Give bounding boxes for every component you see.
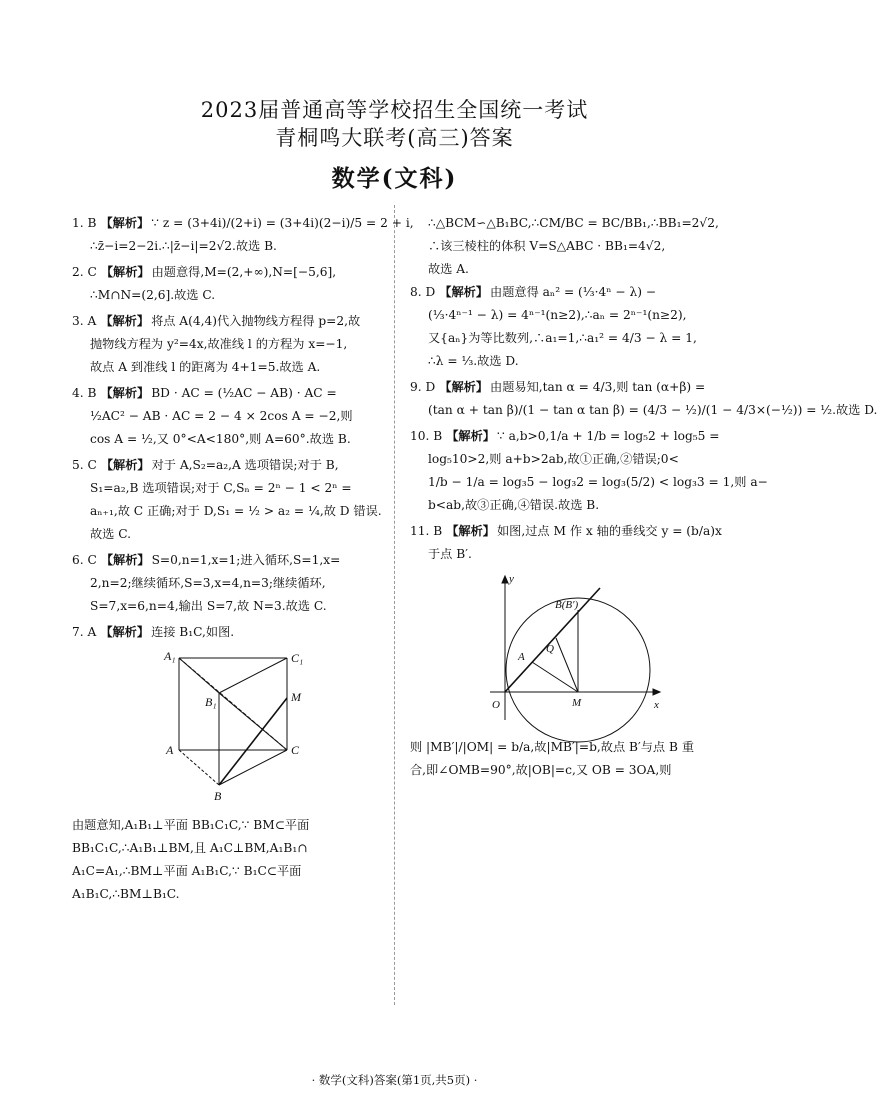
answer-text: S=0,n=1,x=1;进入循环,S=1,x= (151, 553, 341, 567)
answer-line (72, 235, 384, 258)
answer-text: 对于 A,S₂=a₂,A 选项错误;对于 B, (151, 458, 339, 472)
answer-line (410, 304, 722, 327)
subject-title: 数学(文科) (331, 165, 458, 192)
analysis-tag: 【解析】 (100, 314, 150, 328)
answer-line (72, 428, 384, 451)
answer-item (410, 425, 768, 517)
answer-text: 由题意得,M=(2,+∞),N=[−5,6], (151, 265, 337, 279)
answer-line (72, 549, 384, 572)
continuation-line: ∴△BCM∽△B₁BC,∴CM/BC = BC/BB₁,∴BB₁=2√2, (428, 216, 719, 230)
left-column (72, 212, 414, 906)
answer-text: (⅓·4ⁿ⁻¹ − λ) = 4ⁿ⁻¹(n≥2),∴aₙ = 2ⁿ⁻¹(n≥2), (428, 308, 687, 322)
answer-item (72, 261, 384, 307)
label-c: C (291, 743, 300, 757)
answer-text: 如图,过点 M 作 x 轴的垂线交 y = (b/a)x (496, 524, 722, 538)
answer-line (72, 405, 384, 428)
analysis-tag: 【解析】 (100, 216, 150, 230)
continuation-line: 由题意知,A₁B₁⊥平面 BB₁C₁C,∵ BM⊂平面 (72, 818, 310, 832)
answer-text: b<ab,故③正确,④错误.故选 B. (428, 498, 600, 512)
answer-line (72, 500, 384, 523)
question-number: 8. D (410, 285, 436, 299)
answer-line (410, 376, 722, 399)
answer-text: ½AC² − AB · AC = 2 − 4 × 2cos A = −2,则 (90, 409, 353, 423)
answer-text: BD · AC = (½AC − AB) · AC = (151, 386, 337, 400)
question-number: 4. B (72, 386, 97, 400)
continuation-line: BB₁C₁C,∴A₁B₁⊥BM,且 A₁C⊥BM,A₁B₁∩ (72, 841, 308, 855)
answer-item (410, 520, 722, 566)
answer-text: ∴z̄−i=2−2i.∴|z̄−i|=2√2.故选 B. (90, 239, 277, 253)
analysis-tag: 【解析】 (100, 553, 150, 567)
label-b: B (214, 789, 222, 803)
answer-line (72, 595, 384, 618)
continuation-line: 合,即∠OMB=90°,故|OB|=c,又 OB = 3OA,则 (410, 763, 672, 777)
analysis-tag: 【解析】 (439, 285, 489, 299)
answer-line (410, 350, 722, 373)
analysis-tag: 【解析】 (100, 625, 150, 639)
continuation-line: A₁C=A₁,∴BM⊥平面 A₁B₁C,∵ B₁C⊂平面 (72, 864, 302, 878)
continuation-line: ∴该三棱柱的体积 V=S△ABC · BB₁=4√2, (428, 239, 666, 253)
circle-figure (410, 570, 722, 730)
answer-text: 于点 B′. (428, 547, 472, 561)
answer-line (72, 572, 384, 595)
answer-line (410, 494, 722, 517)
label-y-axis: y (509, 573, 514, 585)
column-divider (394, 205, 395, 1005)
answer-line (72, 454, 384, 477)
answer-text: 1/b − 1/a = log₃5 − log₃2 = log₃(5/2) < log₃3 = 1,则 a− (428, 475, 768, 489)
label-a-point: A (518, 651, 525, 663)
answer-text: 又{aₙ}为等比数列,∴a₁=1,∴a₁² = 4/3 − λ = 1, (428, 331, 697, 345)
question-number: 10. B (410, 429, 443, 443)
prism-figure (72, 648, 384, 808)
answer-item (410, 281, 722, 373)
label-o: O (492, 699, 500, 711)
answer-text: S=7,x=6,n=4,输出 S=7,故 N=3.故选 C. (90, 599, 327, 613)
answer-line (72, 477, 384, 500)
continuation-line: 故选 A. (428, 262, 469, 276)
answer-text: 故点 A 到准线 l 的距离为 4+1=5.故选 A. (90, 360, 321, 374)
label-x-axis: x (654, 699, 659, 711)
answer-item (72, 454, 384, 546)
answer-line (72, 356, 384, 379)
page-footer: · 数学(文科)答案(第1页,共5页) · (311, 1073, 478, 1087)
right-column (410, 212, 877, 782)
label-bb: B(B′) (555, 599, 579, 611)
analysis-tag: 【解析】 (446, 524, 495, 538)
answer-item (72, 382, 384, 451)
continuation-line: 则 |MB′|/|OM| = b/a,故|MB′|=b,故点 B′与点 B 重 (410, 740, 695, 754)
answer-item (72, 212, 414, 258)
answer-line (72, 523, 384, 546)
answer-line (410, 425, 722, 448)
label-c1: C₁ (291, 651, 304, 665)
question-number: 11. B (410, 524, 443, 538)
answer-line (72, 333, 384, 356)
question-number: 5. C (72, 458, 97, 472)
answer-line (72, 621, 384, 644)
answer-text: 由题意得 aₙ² = (⅓·4ⁿ − λ) − (490, 285, 657, 299)
answer-text: 将点 A(4,4)代入抛物线方程得 p=2,故 (151, 314, 361, 328)
answer-text: 抛物线方程为 y²=4x,故准线 l 的方程为 x=−1, (90, 337, 348, 351)
question-number: 2. C (72, 265, 97, 279)
answer-line (72, 212, 414, 235)
answer-line (410, 327, 722, 350)
answer-text: 2,n=2;继续循环,S=3,x=4,n=3;继续循环, (90, 576, 326, 590)
analysis-tag: 【解析】 (100, 265, 150, 279)
question-number: 3. A (72, 314, 97, 328)
label-a1: A₁ (164, 649, 176, 663)
analysis-tag: 【解析】 (100, 386, 150, 400)
answer-text: 连接 B₁C,如图. (151, 625, 235, 639)
answer-text: ∵ z = (3+4i)/(2+i) = (3+4i)(2−i)/5 = 2 + i, (151, 216, 414, 230)
answer-text: ∴M∩N=(2,6].故选 C. (90, 288, 216, 302)
label-b1: B₁ (205, 695, 217, 709)
label-a: A (166, 743, 174, 757)
answer-line (72, 382, 384, 405)
continuation-line: A₁B₁C,∴BM⊥B₁C. (72, 887, 180, 901)
answer-item (72, 310, 384, 379)
analysis-tag: 【解析】 (100, 458, 150, 472)
answer-item (410, 376, 877, 422)
answer-text: S₁=a₂,B 选项错误;对于 C,Sₙ = 2ⁿ − 1 < 2ⁿ = (90, 481, 352, 495)
answer-item (72, 549, 384, 618)
answer-text: log₅10>2,则 a+b>2ab,故①正确,②错误;0< (428, 452, 679, 466)
answer-line (410, 448, 722, 471)
label-m: M (291, 690, 301, 704)
answer-line (410, 520, 722, 543)
answer-text: cos A = ½,又 0°<A<180°,则 A=60°.故选 B. (90, 432, 351, 446)
label-m-point: M (572, 697, 582, 709)
analysis-tag: 【解析】 (439, 380, 489, 394)
question-number: 1. B (72, 216, 97, 230)
question-number: 7. A (72, 625, 97, 639)
answer-item (72, 621, 384, 644)
answer-line (410, 399, 877, 422)
question-number: 9. D (410, 380, 436, 394)
label-q: Q (546, 643, 554, 655)
question-number: 6. C (72, 553, 97, 567)
exam-subtitle: 青桐鸣大联考(高三)答案 (275, 126, 514, 150)
answer-line (72, 284, 384, 307)
answer-line (72, 261, 384, 284)
answer-line (410, 281, 722, 304)
answer-line (410, 543, 722, 566)
analysis-tag: 【解析】 (446, 429, 495, 443)
answer-text: 故选 C. (90, 527, 132, 541)
answer-text: 由题易知,tan α = 4/3,则 tan (α+β) = (490, 380, 706, 394)
answer-text: (tan α + tan β)/(1 − tan α tan β) = (4/3 − ½)/(1 − 4/3×(−½)) = ½.故选 D. (428, 403, 877, 417)
answer-line (410, 471, 768, 494)
exam-title: 2023届普通高等学校招生全国统一考试 (200, 98, 589, 122)
answer-text: aₙ₊₁,故 C 正确;对于 D,S₁ = ½ > a₂ = ¼,故 D 错误. (90, 504, 382, 518)
answer-text: ∴λ = ⅓.故选 D. (428, 354, 519, 368)
answer-text: ∵ a,b>0,1/a + 1/b = log₅2 + log₅5 = (496, 429, 720, 443)
answer-line (72, 310, 384, 333)
